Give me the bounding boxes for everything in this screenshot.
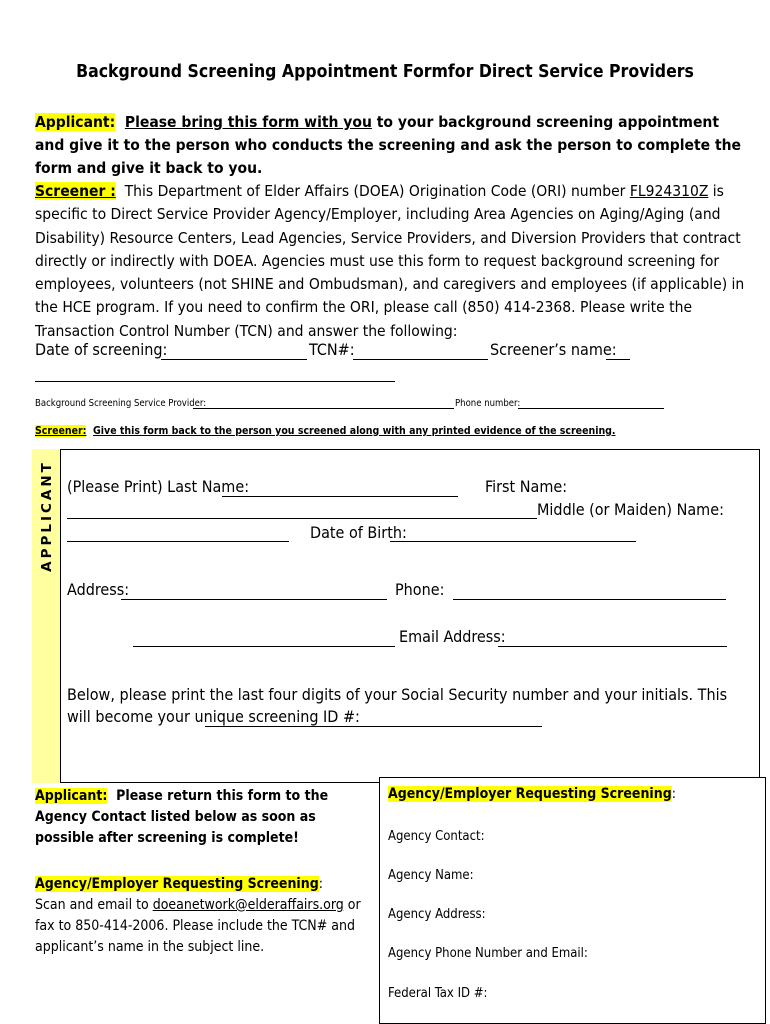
- screener-paragraph: [35, 180, 750, 343]
- address-field-cont[interactable]: [133, 646, 395, 647]
- first-name-label: First Name:: [485, 477, 568, 496]
- federal-tax-id-field[interactable]: Federal Tax ID #:: [388, 986, 488, 1001]
- intro-paragraph: [35, 111, 745, 180]
- agency-name-field[interactable]: Agency Name:: [388, 868, 474, 883]
- last-name-label: (Please Print) Last Name:: [67, 477, 250, 496]
- agency-phone-email-field[interactable]: Agency Phone Number and Email:: [388, 946, 588, 961]
- first-name-field[interactable]: [67, 518, 537, 519]
- screener-label: Screener :: [35, 182, 116, 200]
- screener-note-text: Give this form back to the person you screened along with any printed evidence of the screening.: [93, 425, 616, 437]
- agency-email-instructions: Agency/Employer Requesting Screening: Scan and email to doeanetwork@elderaffairs.org or fax to 850-414-2006. Please include the TCN# and applicant’s name in the subject line.: [35, 876, 361, 955]
- return-instructions: [35, 786, 365, 849]
- ori-code: FL924310Z: [629, 182, 709, 200]
- provider-phone-field[interactable]: [518, 408, 664, 409]
- applicant-phone-label: Phone:: [395, 580, 445, 599]
- middle-name-label: Middle (or Maiden) Name:: [537, 500, 724, 519]
- return-text: Please return this form to the Agency Contact listed below as soon as possible after screening is complete!: [35, 788, 329, 846]
- screener-text-2: is specific to Direct Service Provider Agency/Employer, including Area Agencies on Aging/Aging (and Disability) Resource Centers, Lead Agencies, Service Providers, and Diversion Providers that contract directly or indirectly with DOEA. Agencies must use this form to request background screening for employees, volunteers (not SHINE and Ombudsman), and caregivers and employees (if applicable) in the HCE program. If you need to confirm the ORI, please call (850) 414-2368. Please write the Transaction Control Number (TCN) and answer the following:: [35, 182, 745, 340]
- screener-name-field-cont[interactable]: [35, 381, 395, 382]
- intro-label: Applicant:: [35, 113, 116, 131]
- date-of-screening-label: Date of screening:: [35, 340, 168, 359]
- intro-emphasis: Please bring this form with you: [124, 113, 372, 131]
- screener-note: [35, 425, 616, 437]
- intro-text: to your background screening appointment and give it to the person who conducts the screening and ask the person to complete the form and give it back to you.: [35, 113, 742, 177]
- screener-name-field[interactable]: [606, 359, 630, 360]
- agency-requesting-label: Agency/Employer Requesting Screening: [35, 876, 319, 892]
- email-label: Email Address:: [399, 627, 506, 646]
- return-label: Applicant:: [35, 788, 108, 804]
- last-name-field[interactable]: [222, 496, 458, 497]
- agency-box-heading: Agency/Employer Requesting Screening:: [388, 786, 676, 802]
- screener-note-label: Screener:: [35, 425, 87, 437]
- tcn-label: TCN#:: [309, 340, 355, 359]
- dob-field[interactable]: [390, 541, 636, 542]
- agency-address-field[interactable]: Agency Address:: [388, 907, 486, 922]
- provider-field[interactable]: [193, 408, 454, 409]
- applicant-side-label: APPLICANT: [38, 460, 55, 572]
- email-field[interactable]: [498, 646, 727, 647]
- form-title: Background Screening Appointment Formfor Direct Service Providers: [76, 62, 694, 82]
- agency-email-link[interactable]: doeanetwork@elderaffairs.org: [152, 897, 344, 913]
- screening-id-field[interactable]: [205, 726, 542, 727]
- ssn-instructions: Below, please print the last four digits of your Social Security number and your initials. This will become your unique screening ID #:: [67, 685, 728, 726]
- address-field[interactable]: [121, 599, 387, 600]
- agency-contact-field[interactable]: Agency Contact:: [388, 829, 485, 844]
- provider-phone-label: Phone number:: [455, 398, 521, 409]
- applicant-phone-field[interactable]: [453, 599, 726, 600]
- provider-label: Background Screening Service Provider:: [35, 398, 207, 409]
- screener-text-1: This Department of Elder Affairs (DOEA) Origination Code (ORI) number: [124, 182, 630, 200]
- screener-name-label: Screener’s name:: [490, 340, 617, 359]
- address-label: Address:: [67, 580, 130, 599]
- tcn-field[interactable]: [353, 359, 488, 360]
- date-of-screening-field[interactable]: [161, 359, 307, 360]
- middle-name-field[interactable]: [67, 541, 289, 542]
- dob-label: Date of Birth:: [310, 523, 407, 542]
